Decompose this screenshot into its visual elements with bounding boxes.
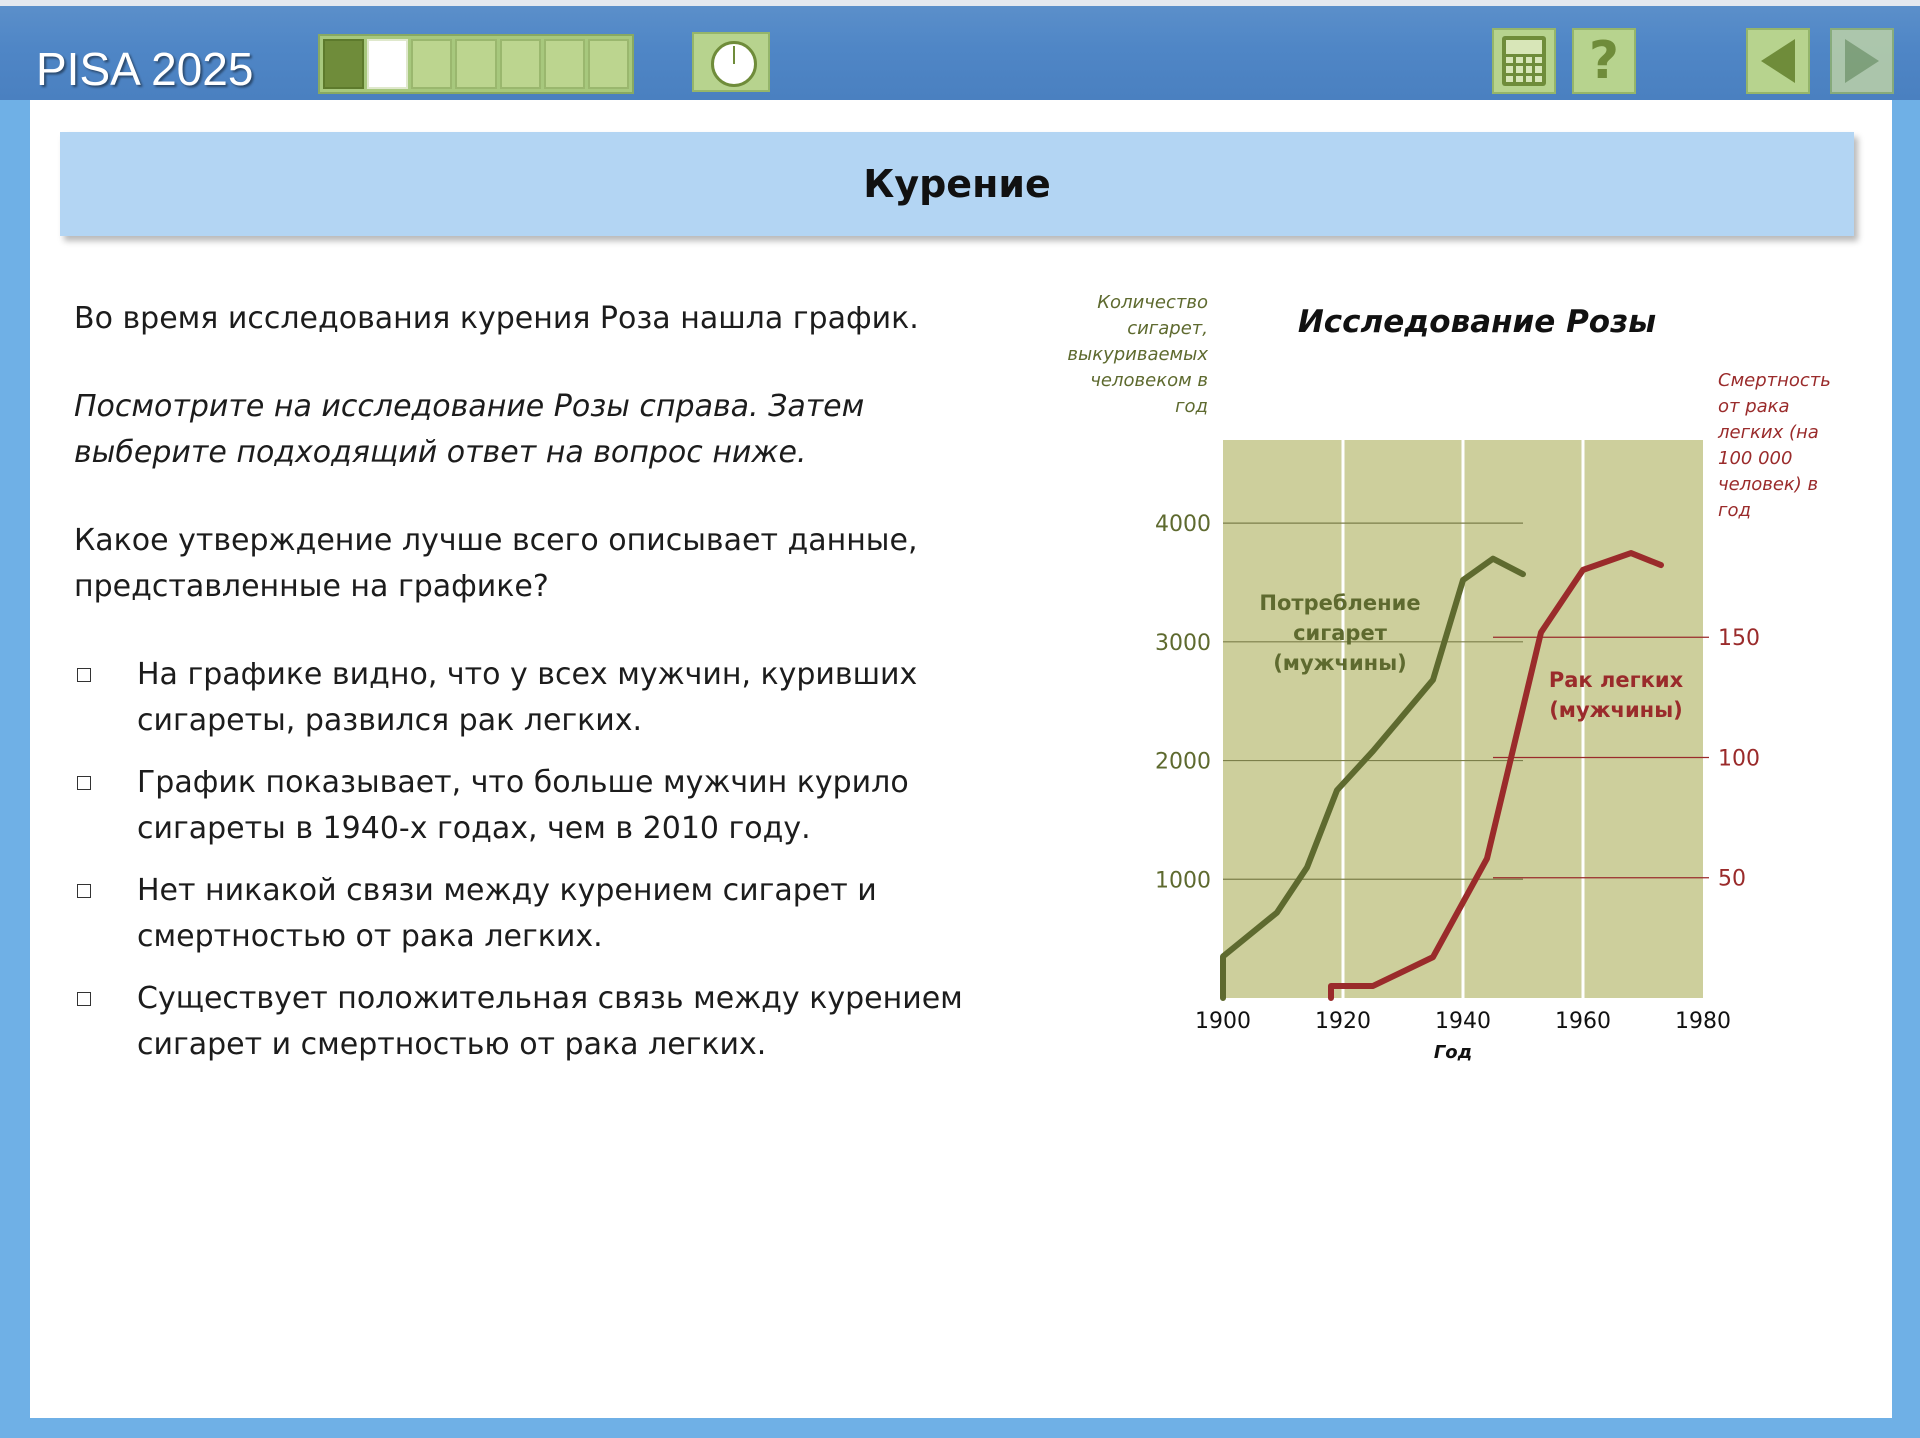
y-right-tick-label: 50: [1718, 866, 1746, 892]
checkbox[interactable]: [77, 776, 91, 790]
help-icon: ?: [1588, 31, 1620, 91]
question-prompt: Какое утверждение лучше всего описывает данные, представленные на графике?: [74, 523, 918, 604]
chart-title: Исследование Розы: [1297, 304, 1657, 340]
progress-segment: [323, 39, 364, 89]
progress-segment: [455, 39, 496, 89]
y-left-axis-label-line: человеком в: [1090, 370, 1208, 391]
series-label-lung-cancer: Рак легких: [1548, 667, 1684, 692]
y-right-axis-label-line: легких (на: [1718, 422, 1819, 443]
progress-segment: [500, 39, 541, 89]
progress-indicator: [318, 34, 634, 94]
progress-segment: [544, 39, 585, 89]
calculator-button[interactable]: [1492, 28, 1556, 94]
checkbox[interactable]: [77, 884, 91, 898]
x-tick-label: 1920: [1315, 1009, 1371, 1034]
y-left-axis-label-line: Количество: [1097, 292, 1208, 313]
y-right-axis-label-line: год: [1718, 500, 1751, 521]
y-left-tick-label: 4000: [1155, 512, 1211, 538]
arrow-right-icon: [1845, 39, 1879, 83]
x-tick-label: 1900: [1195, 1009, 1251, 1034]
x-tick-label: 1940: [1435, 1009, 1491, 1034]
answer-option-label: График показывает, что больше мужчин курило сигареты в 1940-х годах, чем в 2010 году.: [137, 765, 909, 846]
timer-button[interactable]: [692, 32, 770, 92]
y-left-tick-label: 1000: [1155, 868, 1211, 894]
question-column: [74, 296, 974, 1084]
chart-container: [1040, 180, 1860, 1100]
series-label-cigarettes: Потребление: [1259, 590, 1421, 615]
y-right-tick-label: 100: [1718, 746, 1760, 772]
question-instruction: Посмотрите на исследование Розы справа. Затем выберите подходящий ответ на вопрос ниже.: [74, 389, 865, 470]
question-intro: Во время исследования курения Роза нашла график.: [74, 301, 919, 336]
y-right-axis-label-line: 100 000: [1718, 448, 1793, 469]
x-tick-label: 1960: [1555, 1009, 1611, 1034]
y-left-axis-label-line: год: [1175, 396, 1208, 417]
y-right-axis-label-line: от рака: [1718, 396, 1790, 417]
answer-option-3[interactable]: [74, 868, 974, 960]
answer-option-label: Существует положительная связь между курением сигарет и смертностью от рака легких.: [137, 981, 963, 1062]
arrow-left-icon: [1761, 39, 1795, 83]
y-right-axis-label-line: человек) в: [1718, 474, 1819, 495]
x-tick-label: 1980: [1675, 1009, 1731, 1034]
calculator-icon: [1502, 36, 1546, 86]
progress-segment: [367, 39, 408, 89]
y-left-axis-label-line: сигарет,: [1127, 318, 1208, 339]
progress-segment: [588, 39, 629, 89]
y-right-tick-label: 150: [1718, 626, 1760, 652]
answer-option-1[interactable]: [74, 652, 974, 744]
series-label-lung-cancer: (мужчины): [1549, 697, 1683, 722]
top-toolbar: [0, 0, 1920, 100]
answer-option-label: На графике видно, что у всех мужчин, куривших сигареты, развился рак легких.: [137, 657, 918, 738]
back-button[interactable]: [1746, 28, 1810, 94]
dual-axis-line-chart: [1040, 180, 1860, 1100]
answer-option-4[interactable]: [74, 976, 974, 1068]
series-label-cigarettes: (мужчины): [1273, 650, 1407, 675]
brand-title: PISA 2025: [36, 43, 254, 95]
y-left-tick-label: 2000: [1155, 749, 1211, 775]
y-left-tick-label: 3000: [1155, 630, 1211, 656]
y-right-axis-label-line: Смертность: [1718, 370, 1831, 391]
series-label-cigarettes: сигарет: [1293, 620, 1387, 645]
help-button[interactable]: [1572, 28, 1636, 94]
checkbox[interactable]: [77, 992, 91, 1006]
page-title: Курение: [863, 162, 1051, 206]
answer-option-label: Нет никакой связи между курением сигарет и смертностью от рака легких.: [137, 873, 877, 954]
answer-option-2[interactable]: [74, 760, 974, 852]
next-button[interactable]: [1830, 28, 1894, 94]
x-axis-label: Год: [1433, 1042, 1473, 1063]
y-left-axis-label-line: выкуриваемых: [1067, 344, 1208, 365]
checkbox[interactable]: [77, 668, 91, 682]
clock-icon: [711, 41, 757, 87]
progress-segment: [411, 39, 452, 89]
